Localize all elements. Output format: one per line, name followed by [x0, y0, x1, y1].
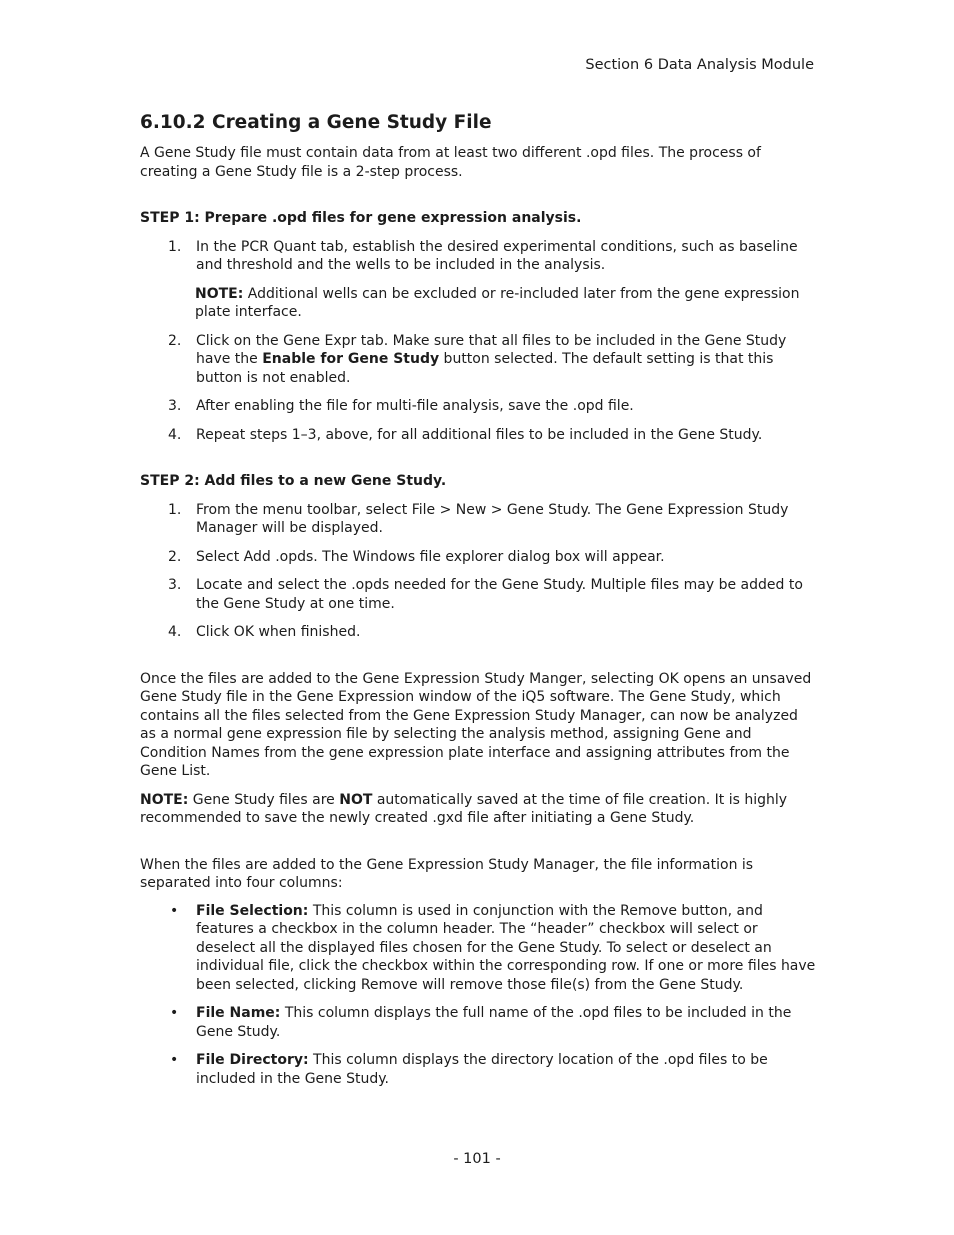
bullet-term: File Directory: — [196, 1052, 309, 1068]
bullet-item — [140, 1051, 816, 1088]
list-number: 3. — [168, 577, 182, 593]
list-item-text: In the PCR Quant tab, establish the desired experimental conditions, such as baseline and threshold and the wells to be included in the analysis. — [196, 238, 798, 273]
bullet-text: This column is used in conjunction with the Remove button, and features a checkbox in the column header. The “header” checkbox will select or deselect all the displayed files chosen for the Gene Study. To select or deselect an individual file, click the checkbox within the corresponding row. If one or more files have been selected, clicking Remove will remove those file(s) from the Gene Study. — [196, 902, 816, 993]
bullet-icon: • — [170, 1052, 179, 1068]
list-number: 1. — [168, 238, 182, 255]
list-number: 4. — [168, 426, 182, 443]
list-item-text: Repeat steps 1–3, above, for all additional files to be included in the Gene Study. — [196, 426, 763, 443]
page-number: - 101 - — [453, 1151, 501, 1167]
list-item — [140, 576, 816, 613]
list-number: 2. — [168, 548, 182, 565]
list-item-text: Click on the Gene Expr tab. Make sure that all files to be included in the Gene Study have the — [196, 332, 787, 367]
bullet-icon: • — [170, 902, 179, 919]
list-number: 4. — [168, 624, 182, 640]
note-label: NOTE: — [140, 791, 189, 808]
bullet-icon: • — [170, 1005, 179, 1021]
note-block — [140, 285, 816, 322]
step1-list — [140, 238, 816, 445]
list-number: 3. — [168, 398, 182, 414]
note-item — [140, 285, 816, 322]
body-paragraph: Once the files are added to the Gene Expression Study Manger, selecting OK opens an unsaved Gene Study file in the Gene Expression window of the iQ5 software. The Gene Study, which contains all the files selected from the Gene Expression Study Manager, can now be analyzed as a normal gene expression file by selecting the analysis method, assigning Gene and Condition Names from the gene expression plate interface and assigning attributes from the Gene List. — [140, 670, 812, 779]
list-number: 1. — [168, 501, 182, 518]
note-bold: NOT — [339, 791, 373, 808]
list-item-text: Locate and select the .opds needed for the Gene Study. Multiple files may be added to the Gene Study at one time. — [196, 577, 803, 612]
note-paragraph — [140, 791, 816, 828]
columns-bullet-list — [140, 902, 816, 1089]
bullet-term: File Name: — [196, 1005, 281, 1021]
list-item-text: Click OK when finished. — [196, 624, 361, 640]
running-header: Section 6 Data Analysis Module — [585, 57, 814, 73]
note-text: Additional wells can be excluded or re-included later from the gene expression plate interface. — [195, 285, 800, 320]
list-item-text: Select Add .opds. The Windows file explorer dialog box will appear. — [196, 548, 665, 565]
note-text: Gene Study files are — [188, 791, 340, 808]
intro-paragraph: A Gene Study file must contain data from at least two different .opd files. The process of creating a Gene Study file is a 2-step process. — [140, 145, 761, 180]
list-item-bold: Enable for Gene Study — [262, 351, 440, 367]
note-text: automatically saved at the time of file creation. It is highly recommended to save the newly created .gxd file after initiating a Gene Study. — [140, 791, 788, 826]
list-item — [140, 623, 816, 642]
page-content — [140, 112, 816, 1098]
bullet-text: This column displays the directory location of the .opd files to be included in the Gene Study. — [196, 1052, 768, 1087]
list-item — [140, 238, 816, 275]
list-item-text: button selected. The default setting is that this button is not enabled. — [196, 351, 774, 386]
bullet-term: File Selection: — [196, 902, 309, 919]
step2-list — [140, 501, 816, 642]
list-item-text: After enabling the file for multi-file analysis, save the .opd file. — [196, 398, 634, 414]
section-title: 6.10.2 Creating a Gene Study File — [140, 112, 492, 133]
list-item — [140, 548, 816, 567]
bullet-item — [140, 1004, 816, 1041]
step1-title: STEP 1: Prepare .opd files for gene expression analysis. — [140, 210, 582, 226]
list-item — [140, 501, 816, 538]
list-number: 2. — [168, 332, 182, 349]
list-item-text: From the menu toolbar, select File > New > Gene Study. The Gene Expression Study Manager will be displayed. — [196, 501, 789, 536]
bullet-item — [140, 902, 816, 995]
list-item — [140, 426, 816, 445]
step2-title: STEP 2: Add files to a new Gene Study. — [140, 473, 447, 489]
list-item — [140, 397, 816, 416]
note-label: NOTE: — [195, 285, 244, 302]
list-item — [140, 332, 816, 388]
bullet-text: This column displays the full name of the .opd files to be included in the Gene Study. — [196, 1005, 792, 1040]
columns-intro-paragraph: When the files are added to the Gene Expression Study Manager, the file information is separated into four columns: — [140, 856, 754, 891]
